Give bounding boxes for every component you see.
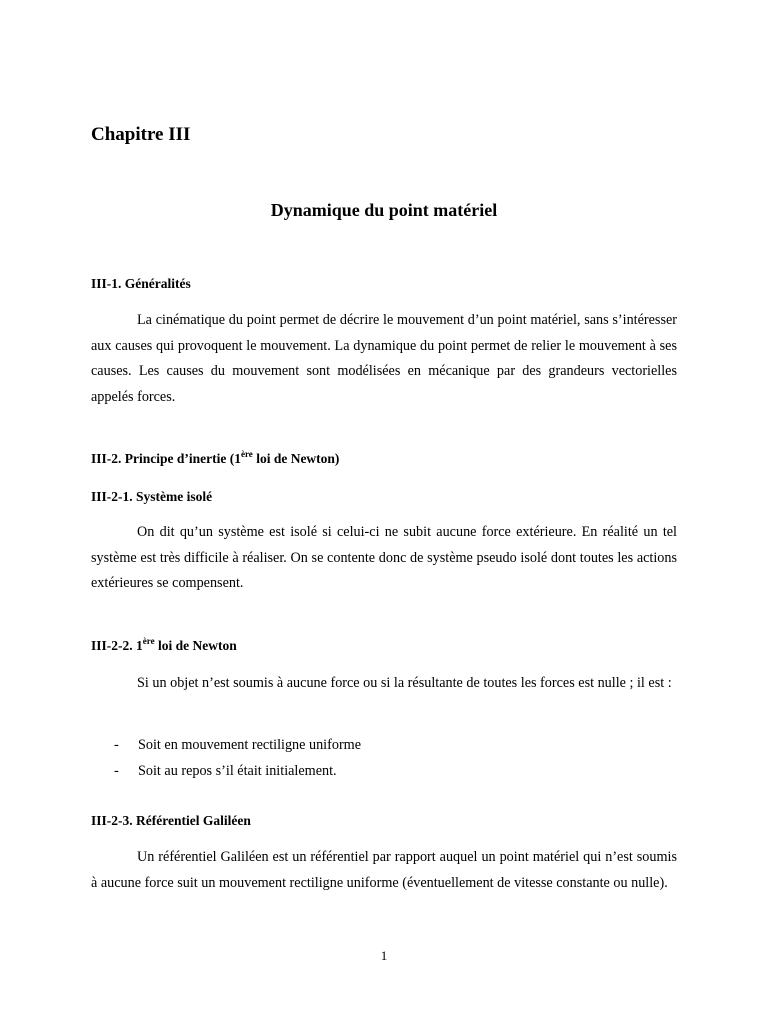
- superscript-ere: ère: [142, 635, 155, 646]
- section-heading-referentiel-galileen: III-2-3. Référentiel Galiléen: [91, 813, 251, 828]
- list-item: [91, 732, 677, 758]
- bullet-list: [91, 732, 677, 784]
- section-heading-systeme-isole: III-2-1. Système isolé: [91, 489, 213, 504]
- page-number: 1: [380, 948, 388, 963]
- paragraph-referentiel-galileen: Un référentiel Galiléen est un référentiel par rapport auquel un point matériel qui n’est soumis à aucune force suit un mouvement rectiligne uniforme (éventuellement de vitesse constante ou nulle).: [91, 849, 677, 891]
- bullet-dash: -: [114, 737, 119, 753]
- chapter-label: Chapitre III: [91, 124, 191, 145]
- section-heading-premiere-loi: [91, 635, 237, 654]
- list-item-text: Soit en mouvement rectiligne uniforme: [138, 737, 362, 753]
- heading-text-start: III-2-2. 1: [91, 638, 143, 653]
- heading-text-end: loi de Newton): [252, 451, 340, 466]
- list-item-text: Soit au repos s’il était initialement.: [138, 763, 337, 779]
- section-heading-generalites: III-1. Généralités: [91, 276, 191, 291]
- bullet-dash: -: [114, 763, 119, 779]
- section-heading-principe-inertie: [91, 448, 340, 467]
- list-item: [91, 758, 677, 784]
- superscript-ere: ère: [240, 448, 253, 459]
- paragraph-generalites: La cinématique du point permet de décrire le mouvement d’un point matériel, sans s’intéresser aux causes qui provoquent le mouvement. La dynamique du point permet de relier le mouvement à ses causes. Les causes du mouvement sont modélisées en mécanique par des grandeurs vectorielles appelés forces.: [91, 312, 677, 405]
- heading-text-start: III-2. Principe d’inertie (1: [91, 451, 241, 466]
- paragraph-systeme-isole: On dit qu’un système est isolé si celui-ci ne subit aucune force extérieure. En réalité un tel système est très difficile à réaliser. On se contente donc de système pseudo isolé dont toutes les actions extérieures se compensent.: [91, 524, 677, 591]
- heading-text-end: loi de Newton: [154, 638, 237, 653]
- paragraph-premiere-loi: Si un objet n’est soumis à aucune force ou si la résultante de toutes les forces est nulle ; il est :: [137, 675, 672, 691]
- page-title: Dynamique du point matériel: [270, 200, 498, 220]
